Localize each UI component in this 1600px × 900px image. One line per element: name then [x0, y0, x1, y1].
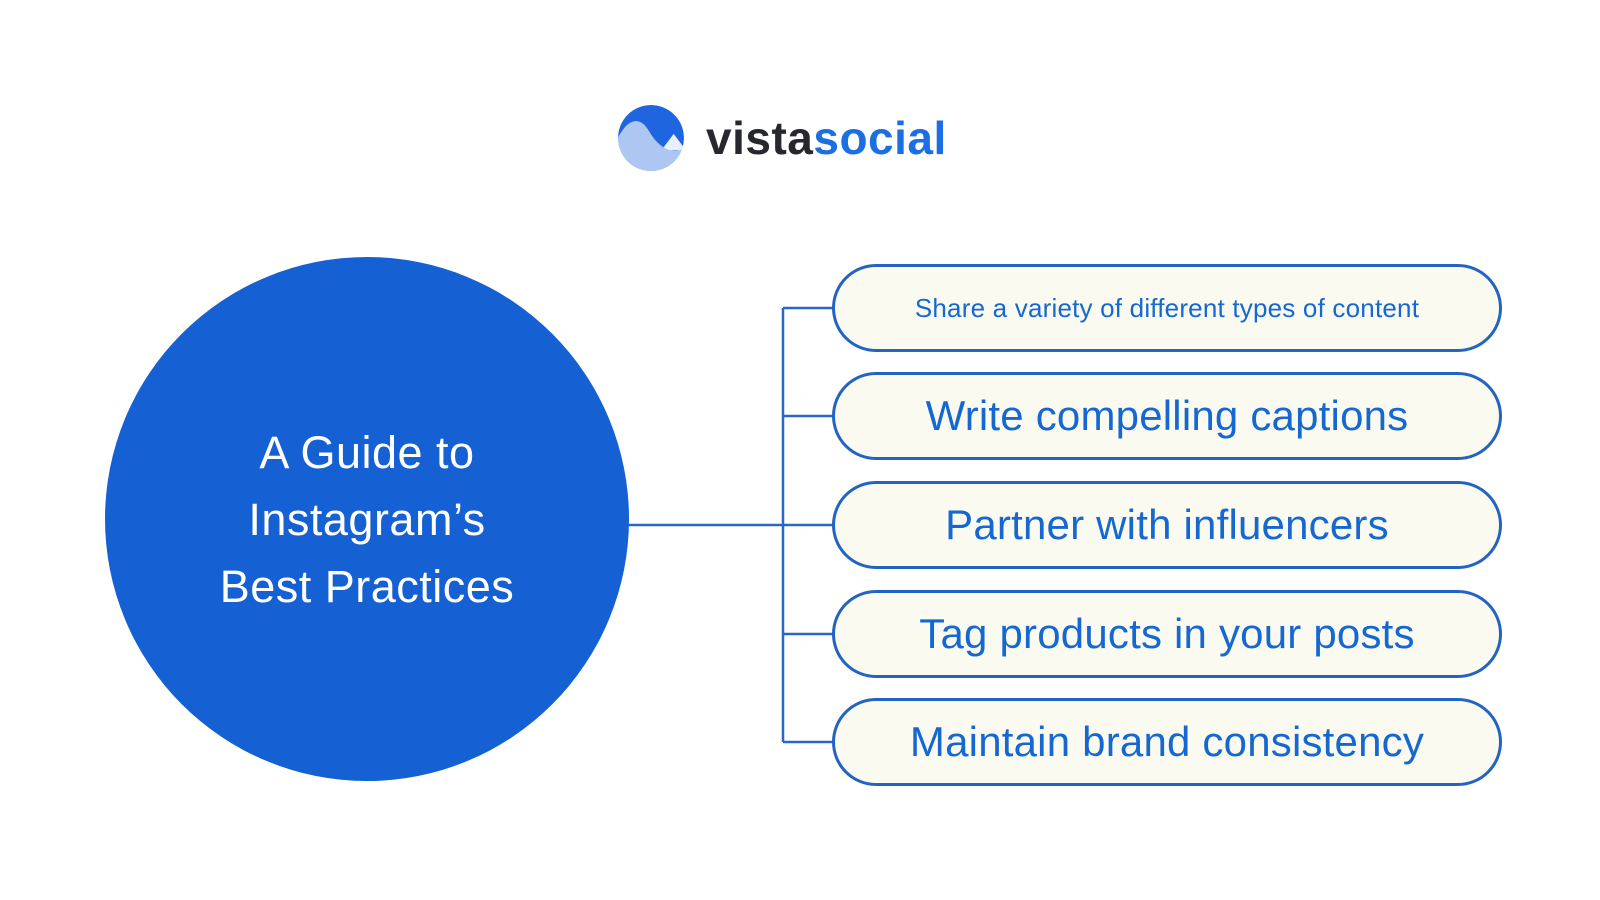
- brand-name-social: social: [813, 112, 947, 164]
- branch-node-captions: [832, 372, 1502, 460]
- branch-node-tag-products: [832, 590, 1502, 678]
- center-topic-node: [105, 257, 629, 781]
- brand-wordmark: [706, 105, 947, 171]
- branch-node-influencers: [832, 481, 1502, 569]
- branch-label: Write compelling captions: [925, 392, 1409, 439]
- branch-node-brand-consistency: [832, 698, 1502, 786]
- center-title-line-3: Best Practices: [219, 560, 515, 612]
- center-title-line-2: Instagram’s: [248, 493, 486, 545]
- branch-label: Share a variety of different types of content: [914, 292, 1420, 323]
- brand-name-vista: vista: [706, 112, 814, 164]
- branch-node-share-content: [832, 264, 1502, 352]
- logo: [618, 105, 947, 171]
- center-title-line-1: A Guide to: [259, 426, 475, 478]
- branch-label: Maintain brand consistency: [909, 718, 1425, 765]
- branch-label: Tag products in your posts: [919, 610, 1415, 657]
- vista-social-logo-icon: [618, 105, 684, 171]
- branch-label: Partner with influencers: [945, 501, 1389, 548]
